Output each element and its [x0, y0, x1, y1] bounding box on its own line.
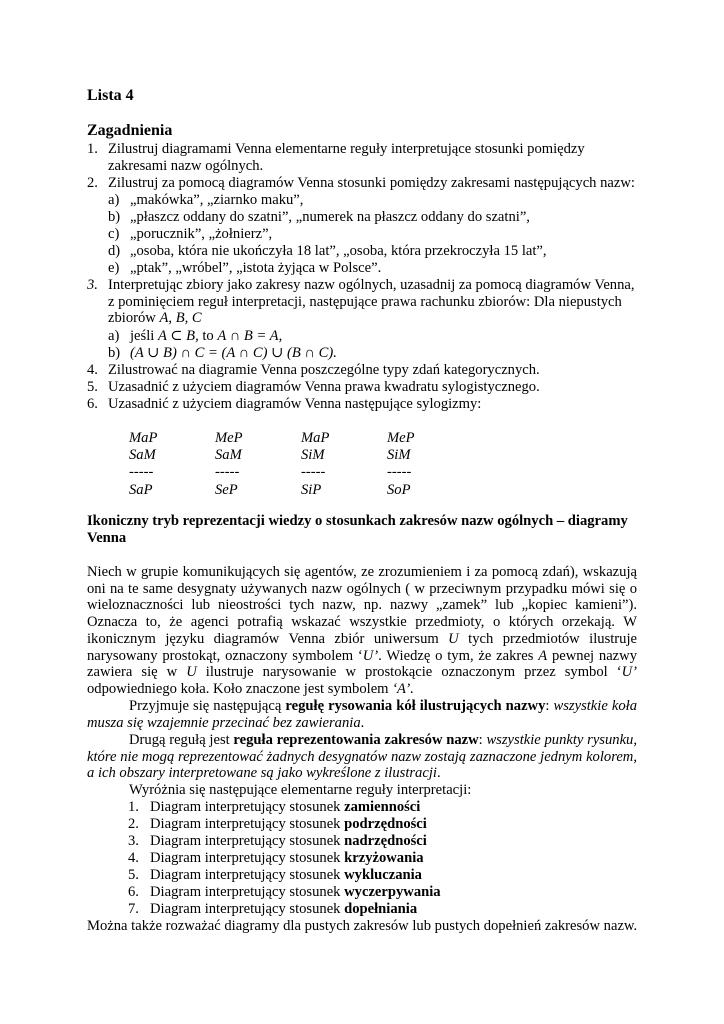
syllogism-major: MeP	[387, 430, 415, 446]
sub-item-label: b)	[108, 209, 121, 225]
syllogism-conclusion: SeP	[215, 481, 238, 498]
sub-item-text: „płaszcz oddany do szatni”, „numerek na płaszcz oddany do szatni”,	[130, 209, 530, 225]
sub-item-label: a)	[108, 192, 120, 208]
syllogism-minor: SaM	[129, 447, 156, 464]
syllogism-separator: -----	[301, 464, 326, 481]
sub-item-label: b)	[108, 345, 121, 361]
list-item: Zilustruj za pomocą diagramów Venna stosunki pomiędzy zakresami następujących nazw:	[108, 175, 635, 191]
item-line: Interpretując zbiory jako zakresy nazw ogólnych, uzasadnij za pomocą diagramów Venna,	[108, 277, 635, 293]
sub-item-text: jeśli A ⊂ B, to A ∩ B = A,	[130, 328, 283, 344]
syllogism-major: MaP	[129, 430, 158, 446]
syllogism-separator: -----	[387, 464, 412, 481]
sub-item-label: a)	[108, 328, 120, 344]
syllogism-conclusion: SoP	[387, 481, 411, 498]
list-item	[108, 277, 668, 327]
syllogism-minor: SiM	[301, 447, 325, 464]
item-line: z pominięciem reguł interpretacji, następujące prawa rachunku zbiorów: Dla niepustych	[108, 293, 622, 310]
syllogism	[215, 430, 243, 499]
sub-item-label: e)	[108, 260, 120, 276]
syllogism-separator: -----	[129, 464, 154, 481]
syllogism	[301, 430, 329, 499]
item-line: zakresami nazw ogólnych.	[108, 157, 264, 174]
list-item: 1. Diagram interpretujący stosunek zamienności	[128, 799, 421, 815]
paragraph: Wyróżnia się następujące elementarne reguły interpretacji:	[129, 782, 472, 798]
syllogism-major: MaP	[301, 430, 330, 446]
item-line: zbiorów A, B, C	[108, 310, 202, 327]
sub-item-label: d)	[108, 243, 121, 259]
syllogism-minor: SaM	[215, 447, 242, 464]
list-item: 5. Diagram interpretujący stosunek wykluczania	[128, 867, 422, 883]
list-item	[108, 141, 638, 174]
syllogism	[387, 430, 415, 499]
item-number: 5.	[87, 379, 98, 395]
page-title: Lista 4	[87, 87, 134, 104]
list-item: 6. Diagram interpretujący stosunek wyczerpywania	[128, 884, 441, 900]
item-number: 6.	[87, 396, 98, 412]
syllogism-conclusion: SaP	[129, 481, 153, 498]
sub-item-text: „ptak”, „wróbel”, „istota żyjąca w Polsce”.	[130, 260, 382, 276]
item-number: 4.	[87, 362, 98, 378]
list-item: Zilustrować na diagramie Venna poszczególne typy zdań kategorycznych.	[108, 362, 540, 378]
sub-item-text: „osoba, która nie ukończyła 18 lat”, „osoba, która przekroczyła 15 lat”,	[130, 243, 547, 259]
closing-sentence: Można także rozważać diagramy dla pustych zakresów lub pustych dopełnień zakresów nazw.	[87, 918, 638, 934]
list-item: 3. Diagram interpretujący stosunek nadrzędności	[128, 833, 427, 849]
paragraph: Przyjmuje się następującą regułę rysowania kół ilustrujących nazwy: wszystkie koła musza się wzajemnie przecinać bez zawierania.	[87, 698, 637, 731]
list-item: 2. Diagram interpretujący stosunek podrzędności	[128, 816, 427, 832]
list-item: 7. Diagram interpretujący stosunek dopełniania	[128, 901, 418, 917]
sub-item-text: „makówka”, „ziarnko maku”,	[130, 192, 304, 208]
item-number: 2.	[87, 175, 98, 191]
section-heading-zagadnienia: Zagadnienia	[87, 122, 173, 139]
list-item: 4. Diagram interpretujący stosunek krzyżowania	[128, 850, 424, 866]
item-line: Zilustruj diagramami Venna elementarne reguły interpretujące stosunki pomiędzy	[108, 141, 585, 157]
syllogism-conclusion: SiP	[301, 481, 322, 498]
paragraph: Drugą regułą jest reguła reprezentowania zakresów nazw: wszystkie punkty rysunku, które nie mogą reprezentować żadnych desygnatów nazw zostają zaznaczone jednym kolorem, a ich obszary interpretowane są jako wykreślone z ilustracji.	[87, 732, 637, 782]
paragraph: Niech w grupie komunikujących się agentów, ze zrozumieniem i za pomocą zdań), wskazują oni na te same desygnaty używanych nazw ogólnych ( w przeciwnym przypadku mówi się o wieloznaczności lub nieostrości tych nazw, np. nazwy „zamek” lub „kopiec kamieni”). Oznacza to, że agenci potrafią wskazać wszystkie przedmioty, o których orzekają. W ikonicznym języku diagramów Venna zbiór uniwersum U tych przedmiotów ilustruje narysowany prostokąt, oznaczony symbolem ‘U’. Wiedzę o tym, że zakres A pewnej nazwy zawiera się w U ilustruje narysowanie w prostokącie oznaczonym przez symbol ‘U’ odpowiedniego koła. Koło znaczone jest symbolem ‘A’.	[87, 564, 637, 697]
list-item: Uzasadnić z użyciem diagramów Venna następujące sylogizmy:	[108, 396, 482, 412]
section-heading-venna: Ikoniczny tryb reprezentacji wiedzy o stosunkach zakresów nazw ogólnych – diagramy Venna	[87, 513, 628, 546]
syllogism-major: MeP	[215, 430, 243, 446]
list-item: Uzasadnić z użyciem diagramów Venna prawa kwadratu sylogistycznego.	[108, 379, 540, 395]
item-number: 1.	[87, 141, 98, 157]
sub-item-text: „porucznik”, „żołnierz”,	[130, 226, 273, 242]
item-number: 3.	[87, 277, 98, 293]
sub-item-label: c)	[108, 226, 120, 242]
syllogism-minor: SiM	[387, 447, 411, 464]
syllogism-separator: -----	[215, 464, 240, 481]
sub-item-text: (A ∪ B) ∩ C = (A ∩ C) ∪ (B ∩ C).	[130, 345, 337, 361]
syllogism	[129, 430, 157, 499]
